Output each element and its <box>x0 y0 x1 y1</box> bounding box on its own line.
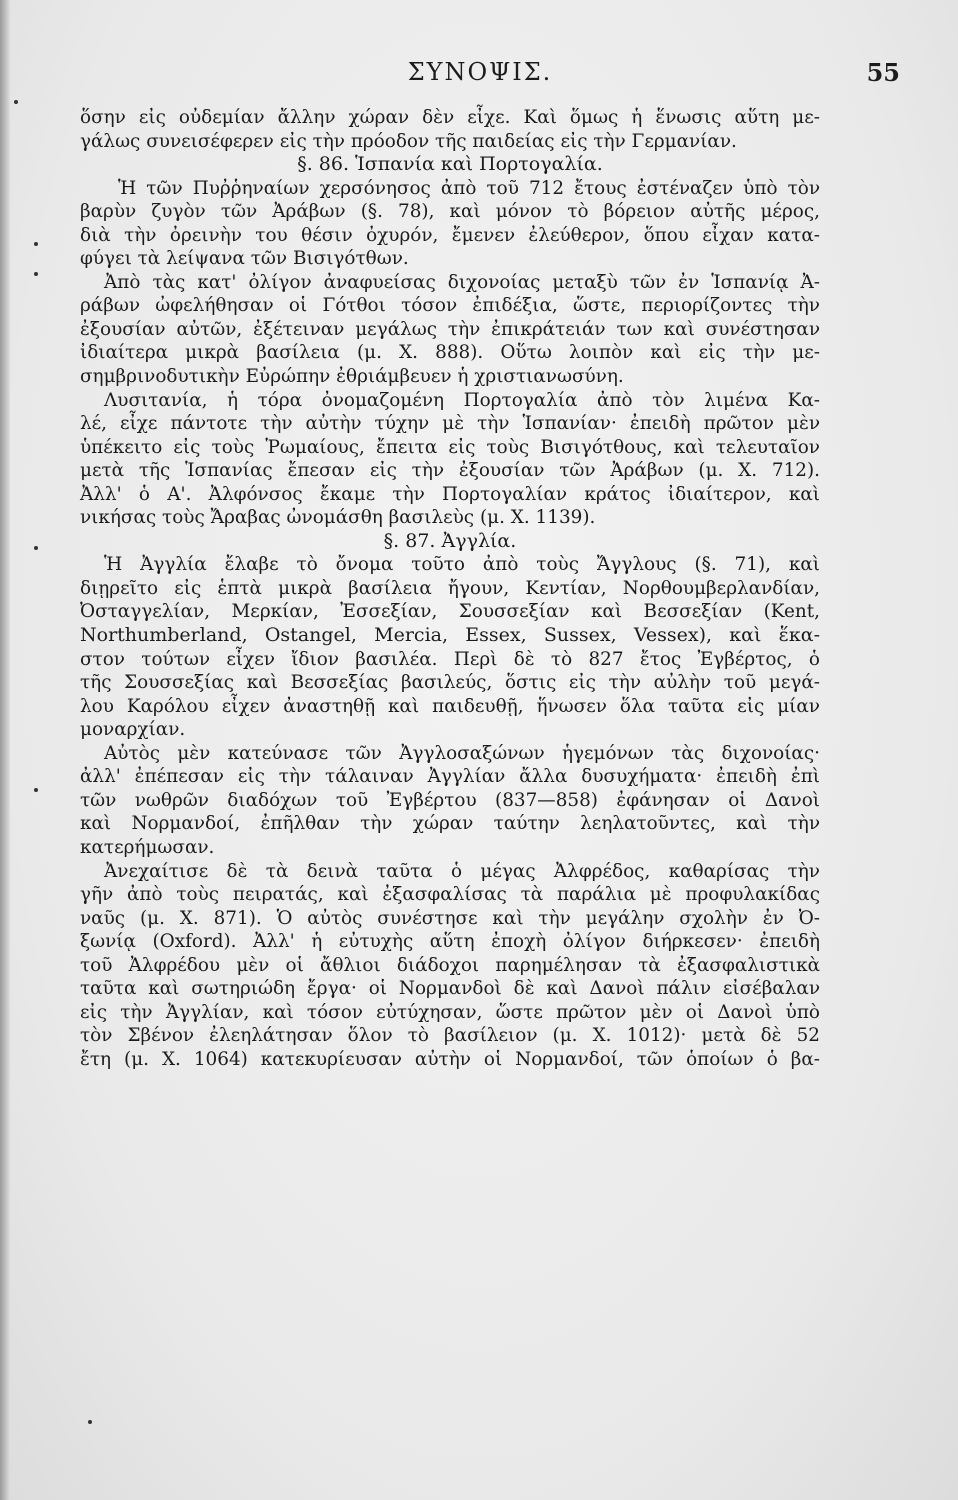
ink-speck <box>34 242 38 246</box>
text-line: μετὰ τῆς Ἱσπανίας ἔπεσαν εἰς τὴν ἐξουσίαν τῶν Ἀράβων (μ. Χ. 712). <box>80 460 820 482</box>
text-line: Αὐτὸς μὲν κατεύνασε τῶν Ἀγγλοσαξώνων ἡγεμόνων τὰς διχονοίας· <box>104 742 820 764</box>
text-line: τῶν νωθρῶν διαδόχων τοῦ Ἐγβέρτου (837—858) ἐφάνησαν οἱ Δανοὶ <box>80 789 820 811</box>
text-line: ταῦτα καὶ σωτηριώδη ἔργα· οἱ Νορμανδοὶ δὲ καὶ Δανοὶ πάλιν εἰσέβαλαν <box>80 978 820 1000</box>
text-line: στον τούτων εἶχεν ἴδιον βασιλέα. Περὶ δὲ τὸ 827 ἔτος Ἐγβέρτος, ὁ <box>80 648 820 670</box>
text-line: ράβων ὠφελήθησαν οἱ Γότθοι τόσον ἐπιδέξια, ὥστε, περιορίζοντες τὴν <box>80 295 820 317</box>
text-line: Ὀσταγγελίαν, Μερκίαν, Ἐσσεξίαν, Σουσσεξίαν καὶ Βεσσεξίαν (Kent, <box>80 601 820 623</box>
page-body <box>80 106 820 1071</box>
text-line: διῃρεῖτο εἰς ἑπτὰ μικρὰ βασίλεια ἤγουν, Κεντίαν, Νορθουμβερλανδίαν, <box>80 577 820 599</box>
text-line: κατερήμωσαν. <box>80 836 215 858</box>
text-line: μοναρχίαν. <box>80 719 186 741</box>
text-line: Northumberland, Ostangel, Mercia, Essex, Sussex, Vessex), καὶ ἕκα- <box>80 624 820 647</box>
text-line: τὸν Σβένον ἐλεηλάτησαν ὅλον τὸ βασίλειον (μ. Χ. 1012)· μετὰ δὲ 52 <box>80 1025 820 1047</box>
text-line: Ἀλλ' ὁ Α'. Ἀλφόνσος ἔκαμε τὴν Πορτογαλίαν κράτος ἰδιαίτερον, καὶ <box>80 483 820 505</box>
text-line: ἐξουσίαν αὐτῶν, ἐξέτειναν μεγάλως τὴν ἐπικράτειάν των καὶ συνέστησαν <box>80 318 820 340</box>
text-line: ναῦς (μ. Χ. 871). Ὁ αὐτὸς συνέστησε καὶ τὴν μεγάλην σχολὴν ἐν Ὀ- <box>80 907 820 929</box>
text-line: Ἡ Ἀγγλία ἔλαβε τὸ ὄνομα τοῦτο ἀπὸ τοὺς Ἄγγλους (§. 71), καὶ <box>104 554 820 576</box>
text-line: νικήσας τοὺς Ἄραβας ὠνομάσθη βασιλεὺς (μ. Χ. 1139). <box>80 507 596 529</box>
text-line: διὰ τὴν ὀρεινὴν του θέσιν ὀχυρόν, ἔμενεν ἐλεύθερον, ὅπου εἶχαν κατα- <box>80 224 820 246</box>
page-number: 55 <box>866 58 900 87</box>
page-spine-shadow <box>0 0 10 1500</box>
text-line: λέ, εἶχε πάντοτε τὴν αὐτὴν τύχην μὲ τὴν Ἱσπανίαν· ἐπειδὴ πρῶτον μὲν <box>80 413 820 435</box>
section-heading-87: §. 87. Ἀγγλία. <box>383 529 517 552</box>
ink-speck <box>14 100 18 104</box>
text-line: Ἀνεχαίτισε δὲ τὰ δεινὰ ταῦτα ὁ μέγας Ἀλφρέδος, καθαρίσας τὴν <box>104 860 820 882</box>
text-line: Ἀπὸ τὰς κατ' ὀλίγον ἀναφυείσας διχονοίας μεταξὺ τῶν ἐν Ἱσπανίᾳ Ἀ- <box>104 271 820 293</box>
text-line: ἔτη (μ. Χ. 1064) κατεκυρίευσαν αὐτὴν οἱ Νορμανδοί, τῶν ὁποίων ὁ βα- <box>80 1048 820 1070</box>
text-line: ἰδιαίτερα μικρὰ βασίλεια (μ. Χ. 888). Οὕτω λοιπὸν καὶ εἰς τὴν με- <box>80 342 820 364</box>
text-line: Ἡ τῶν Πυῤῥηναίων χερσόνησος ἀπὸ τοῦ 712 ἔτους ἐστέναζεν ὑπὸ τὸν <box>118 177 820 199</box>
ink-speck <box>34 272 38 276</box>
text-line: ὑπέκειτο εἰς τοὺς Ῥωμαίους, ἔπειτα εἰς τοὺς Βισιγότθους, καὶ τελευταῖον <box>80 436 820 458</box>
text-line: γάλως συνεισέφερεν εἰς τὴν πρόοδον τῆς παιδείας εἰς τὴν Γερμανίαν. <box>80 130 737 152</box>
text-line: σημβρινοδυτικὴν Εὐρώπην ἐθριάμβευεν ἡ χριστιανωσύνη. <box>80 366 624 388</box>
ink-speck <box>88 1420 92 1424</box>
text-line: φύγει τὰ λείψανα τῶν Βισιγότθων. <box>80 248 409 270</box>
text-line: Λυσιτανία, ἡ τόρα ὀνομαζομένη Πορτογαλία ἀπὸ τὸν λιμένα Κα- <box>104 389 820 411</box>
text-line: εἰς τὴν Ἀγγλίαν, καὶ τόσον εὐτύχησαν, ὥστε πρῶτον μὲν οἱ Δανοὶ ὑπὸ <box>80 1001 820 1023</box>
ink-speck <box>34 788 38 792</box>
text-line: τῆς Σουσσεξίας καὶ Βεσσεξίας βασιλεύς, ὅστις εἰς τὴν αὐλὴν τοῦ μεγά- <box>80 672 820 694</box>
text-line: καὶ Νορμανδοί, ἐπῆλθαν τὴν χώραν ταύτην λεηλατοῦντες, καὶ τὴν <box>80 813 820 835</box>
text-line: βαρὺν ζυγὸν τῶν Ἀράβων (§. 78), καὶ μόνον τὸ βόρειον αὐτῆς μέρος, <box>80 201 820 223</box>
text-line: ἀλλ' ἐπέπεσαν εἰς τὴν τάλαιναν Ἀγγλίαν ἄλλα δυσυχήματα· ἐπειδὴ ἐπὶ <box>80 766 820 788</box>
text-line: τοῦ Ἀλφρέδου μὲν οἱ ἄθλιοι διάδοχοι παρημέλησαν τὰ ἐξασφαλιστικὰ <box>80 954 820 976</box>
ink-speck <box>34 546 38 550</box>
text-line: λου Καρόλου εἶχεν ἀναστηθῇ καὶ παιδευθῇ, ἥνωσεν ὅλα ταῦτα εἰς μίαν <box>80 695 820 717</box>
text-line: γῆν ἀπὸ τοὺς πειρατάς, καὶ ἐξασφαλίσας τὰ παράλια μὲ προφυλακίδας <box>80 884 820 906</box>
section-heading-86: §. 86. Ἱσπανία καὶ Πορτογαλία. <box>297 153 603 176</box>
page-header <box>60 58 900 98</box>
text-line: ξωνίᾳ (Oxford). Ἀλλ' ἡ εὐτυχὴς αὕτη ἐποχὴ ὀλίγον διήρκεσεν· ἐπειδὴ <box>80 931 820 953</box>
text-line: ὅσην εἰς οὐδεμίαν ἄλλην χώραν δὲν εἶχε. Καὶ ὅμως ἡ ἕνωσις αὕτη με- <box>80 107 820 128</box>
running-title: ΣΥΝΟΨΙΣ. <box>407 58 553 86</box>
